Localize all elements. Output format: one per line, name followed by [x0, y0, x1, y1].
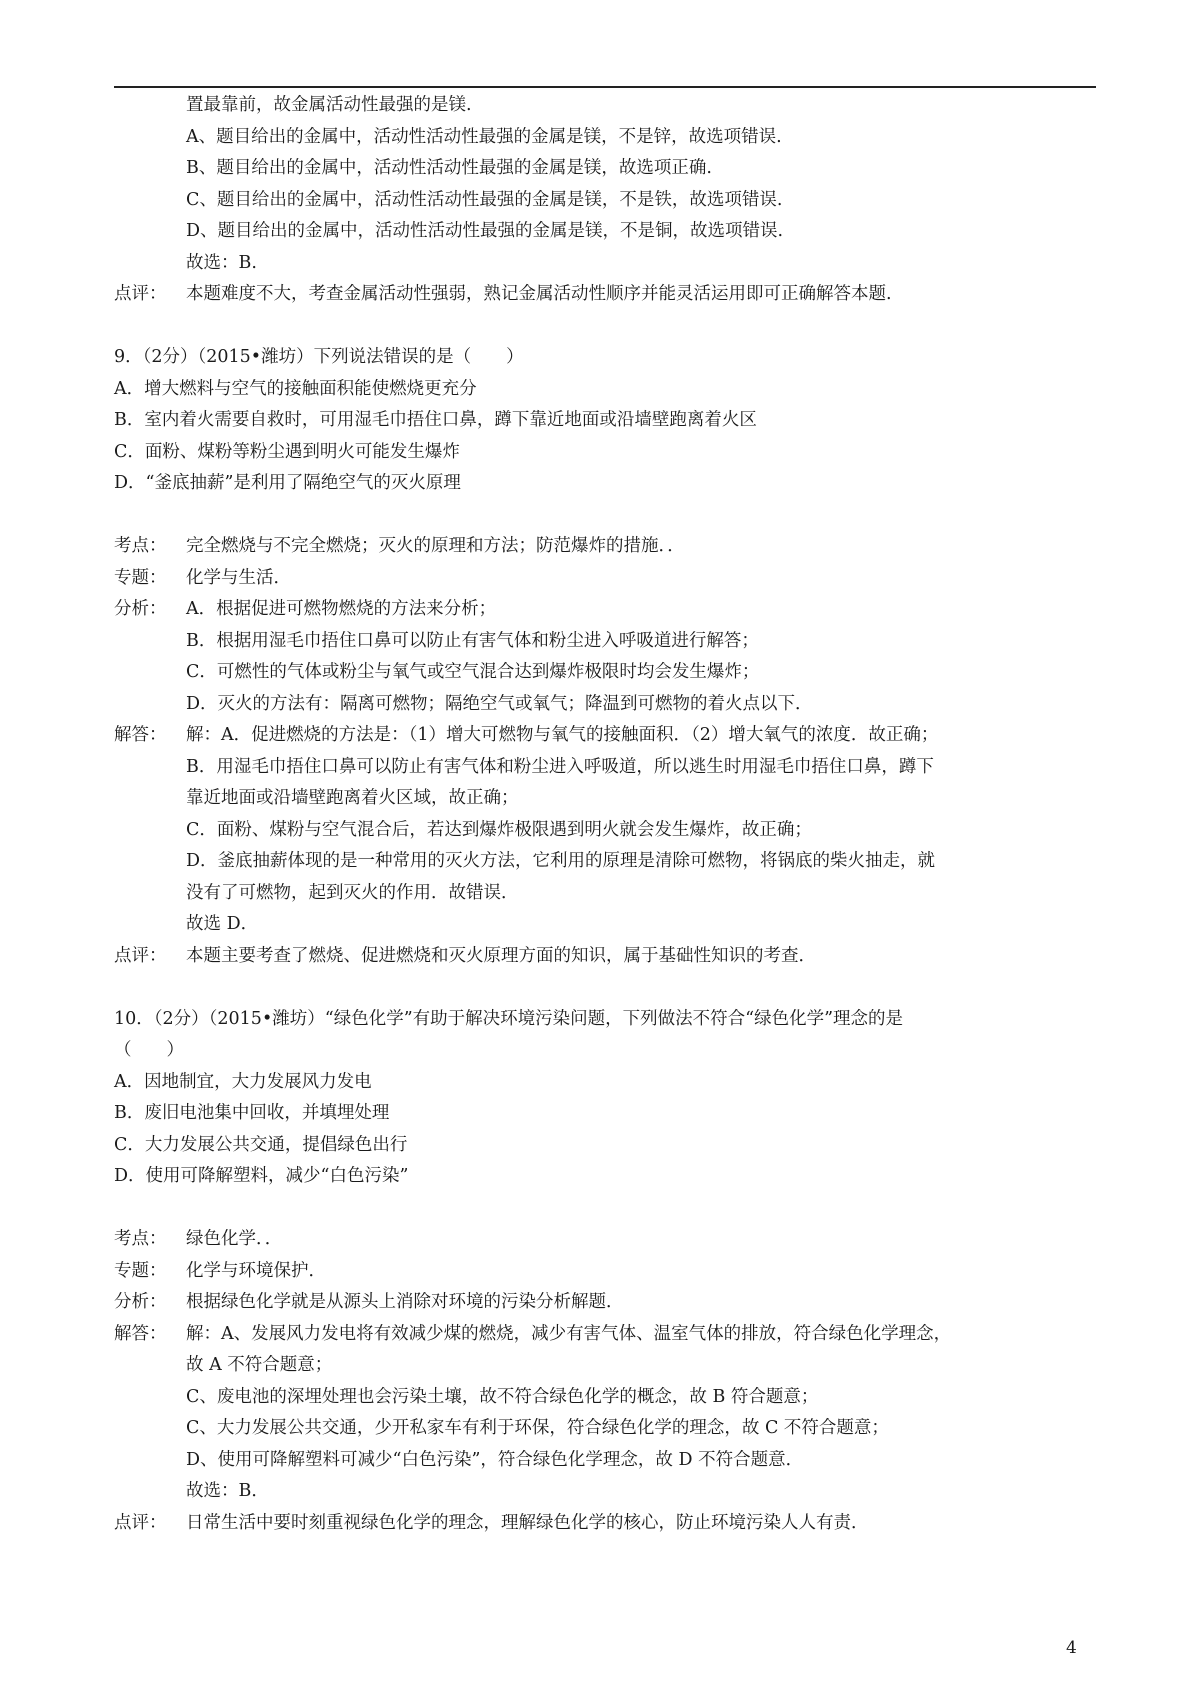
q9-fenxi [114, 594, 1100, 626]
page-number: 4 [1066, 1638, 1077, 1658]
q10-jieda-line-2: 故 A 不符合题意； [186, 1355, 333, 1375]
q9-option-a: A．增大燃料与空气的接触面积能使燃烧更充分 [114, 378, 477, 399]
q10-stem-line-2: （ ） [114, 1040, 184, 1060]
q10-jieda-label: 解答： [114, 1323, 167, 1344]
q8-explain-b: B、题目给出的金属中，活动性活动性最强的金属是镁，故选项正确. [186, 158, 712, 178]
question-10 [114, 1004, 1100, 1540]
q9-dianping [114, 941, 1100, 973]
q9-fenxi-line-1: A．根据促进可燃物燃烧的方法来分析； [186, 599, 497, 619]
q10-fenxi [114, 1287, 1100, 1319]
q9-option-d: D．“釜底抽薪”是利用了隔绝空气的灭火原理 [114, 473, 461, 493]
header-rule [114, 86, 1096, 88]
q9-option-c: C．面粉、煤粉等粉尘遇到明火可能发生爆炸 [114, 441, 460, 462]
q10-kaodian-text: 绿色化学．． [186, 1229, 283, 1249]
q10-option-b: B．废旧电池集中回收，并填埋处理 [114, 1103, 390, 1123]
q9-jieda-line-6: 没有了可燃物，起到灭火的作用．故错误． [186, 882, 519, 903]
q8-review [114, 279, 1100, 311]
q9-fenxi-line-3: C．可燃性的气体或粉尘与氧气或空气混合达到爆炸极限时均会发生爆炸； [186, 662, 760, 682]
q10-dianping [114, 1508, 1100, 1540]
q10-option-d: D．使用可降解塑料，减少“白色污染” [114, 1166, 409, 1186]
q9-jieda-line-1: 解：A．促进燃烧的方法是：（1）增大可燃物与氧气的接触面积．（2）增大氧气的浓度．故正确； [186, 725, 939, 745]
q10-fenxi-label: 分析： [114, 1292, 167, 1312]
q9-dianping-text: 本题主要考查了燃烧、促进燃烧和灭火原理方面的知识，属于基础性知识的考查． [186, 945, 816, 966]
q9-zhuanti-label: 专题： [114, 567, 167, 588]
q9-jieda-line-3: 靠近地面或沿墙壁跑离着火区域，故正确； [186, 788, 519, 808]
q9-zhuanti [114, 563, 1100, 595]
q10-jieda [114, 1319, 1100, 1351]
q10-jieda-line-3: C、废电池的深埋处理也会污染土壤，故不符合绿色化学的概念，故 B 符合题意； [186, 1386, 819, 1407]
q10-dianping-text: 日常生活中要时刻重视绿色化学的理念，理解绿色化学的核心，防止环境污染人人有责． [186, 1512, 869, 1533]
q9-fenxi-label: 分析： [114, 599, 167, 619]
q9-fenxi-line-4: D．灭火的方法有：隔离可燃物；隔绝空气或氧气；降温到可燃物的着火点以下． [186, 693, 813, 714]
q10-kaodian-label: 考点： [114, 1229, 167, 1249]
q8-review-text: 本题难度不大，考查金属活动性强弱，熟记金属活动性顺序并能灵活运用即可正确解答本题. [186, 284, 892, 304]
q9-kaodian-text: 完全燃烧与不完全燃烧；灭火的原理和方法；防范爆炸的措施．． [186, 536, 685, 556]
q9-option-b: B．室内着火需要自救时，可用湿毛巾捂住口鼻，蹲下靠近地面或沿墙壁跑离着火区 [114, 410, 757, 430]
q10-jieda-line-1: 解：A、发展风力发电将有效减少煤的燃烧，减少有害气体、温室气体的排放，符合绿色化学理念， [186, 1323, 952, 1344]
q8-continuation: 置最靠前，故金属活动性最强的是镁. [186, 95, 472, 115]
q9-zhuanti-text: 化学与生活． [186, 567, 291, 588]
q10-zhuanti-text: 化学与环境保护． [186, 1260, 326, 1281]
q10-jieda-line-6: 故选：B． [186, 1481, 269, 1501]
q10-option-c: C．大力发展公共交通，提倡绿色出行 [114, 1134, 408, 1155]
q8-solution-tail [114, 90, 1100, 311]
q10-option-a: A．因地制宜，大力发展风力发电 [114, 1071, 372, 1092]
q8-explain-c: C、题目给出的金属中，活动性活动性最强的金属是镁，不是铁，故选项错误. [186, 189, 783, 210]
q10-dianping-label: 点评： [114, 1512, 167, 1533]
q9-kaodian-label: 考点： [114, 536, 167, 556]
q10-stem-line-1: 10．（2分）（2015•潍坊）“绿色化学”有助于解决环境污染问题，下列做法不符合“绿色化学”理念的是 [114, 1008, 904, 1029]
q9-jieda-line-5: D．釜底抽薪体现的是一种常用的灭火方法，它利用的原理是清除可燃物，将锅底的柴火抽走，就 [186, 851, 936, 871]
q9-stem: 9．（2分）（2015•潍坊）下列说法错误的是（ ） [114, 347, 524, 367]
q10-zhuanti [114, 1256, 1100, 1288]
q9-fenxi-line-2: B．根据用湿毛巾捂住口鼻可以防止有害气体和粉尘进入呼吸道进行解答； [186, 630, 759, 651]
q9-dianping-label: 点评： [114, 945, 167, 966]
q8-review-label: 点评： [114, 284, 167, 304]
q10-jieda-line-5: D、使用可降解塑料可减少“白色污染”，符合绿色化学理念，故 D 不符合题意． [186, 1449, 804, 1470]
q10-kaodian [114, 1224, 1100, 1256]
q9-kaodian [114, 531, 1100, 563]
q8-explain-d: D、题目给出的金属中，活动性活动性最强的金属是镁，不是铜，故选项错误. [186, 221, 784, 241]
q10-fenxi-text: 根据绿色化学就是从源头上消除对环境的污染分析解题． [186, 1292, 624, 1312]
q10-jieda-line-4: C、大力发展公共交通，少开私家车有利于环保，符合绿色化学的理念，故 C 不符合题意； [186, 1418, 889, 1438]
q10-zhuanti-label: 专题： [114, 1260, 167, 1281]
q9-jieda-line-7: 故选 D． [186, 914, 259, 934]
q8-explain-a: A、题目给出的金属中，活动性活动性最强的金属是镁，不是锌，故选项错误. [186, 126, 782, 147]
q9-jieda-line-2: B．用湿毛巾捂住口鼻可以防止有害气体和粉尘进入呼吸道，所以逃生时用湿毛巾捂住口鼻，蹲下 [186, 756, 934, 777]
q8-answer: 故选：B. [186, 252, 257, 273]
question-9 [114, 342, 1100, 972]
q9-jieda [114, 720, 1100, 752]
q9-jieda-line-4: C．面粉、煤粉与空气混合后，若达到爆炸极限遇到明火就会发生爆炸，故正确； [186, 819, 812, 840]
q9-jieda-label: 解答： [114, 725, 167, 745]
document-body [114, 90, 1100, 1539]
